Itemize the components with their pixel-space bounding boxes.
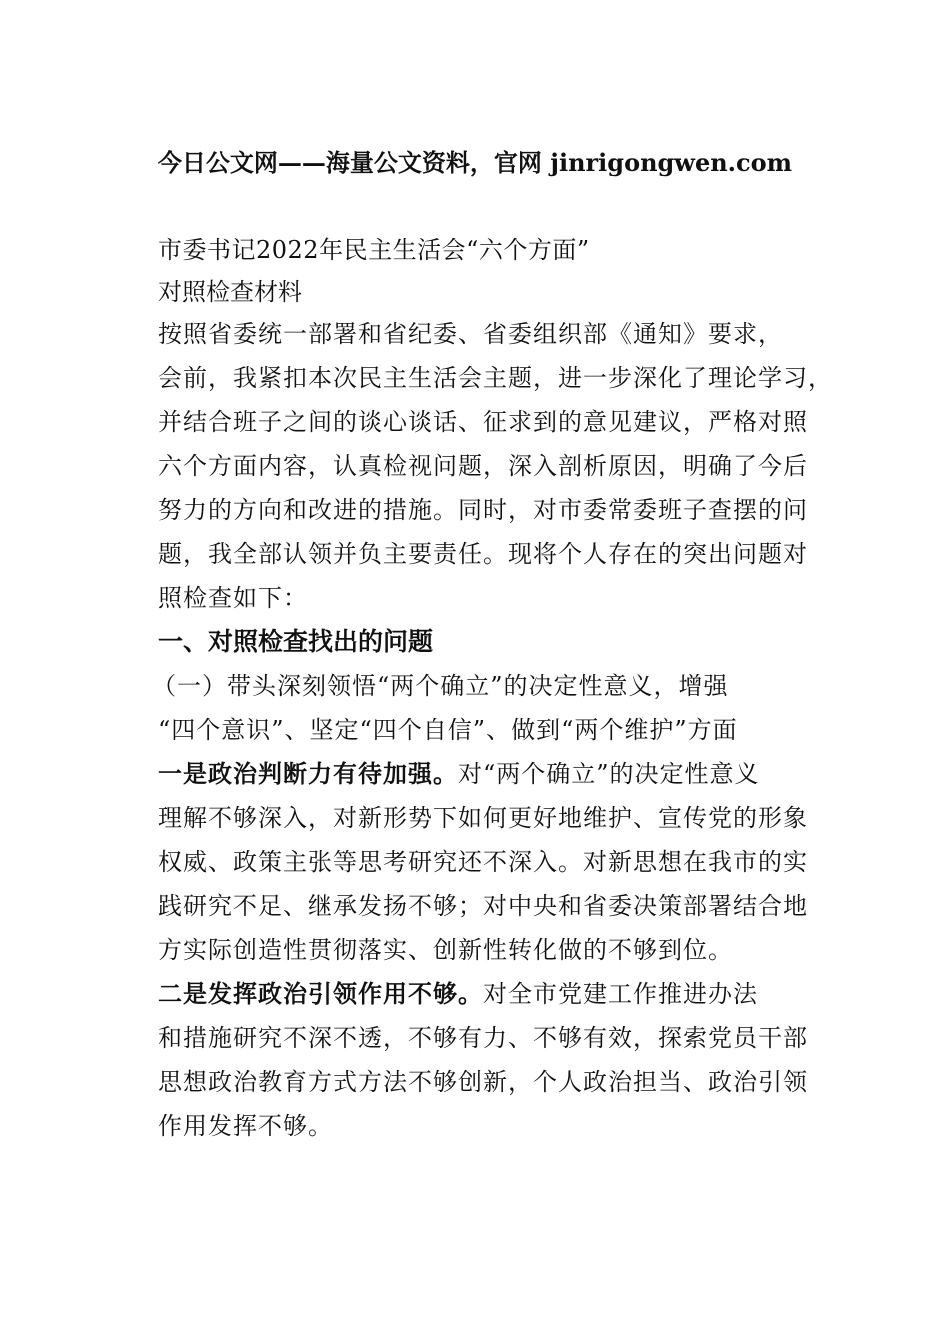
document-body [152,228,848,1148]
intro-line: 题，我全部认领并负主要责任。现将个人存在的突出问题对 [158,540,808,568]
point-1-line: 权威、政策主张等思考研究还不深入。对新思想在我市的实 [158,848,808,876]
intro-line: 努力的方向和改进的措施。同时，对市委常委班子查摆的问 [158,496,808,524]
subsection-heading-line-2: “四个意识”、坚定“四个自信”、做到“两个维护”方面 [158,716,738,744]
intro-line: 按照省委统一部署和省纪委、省委组织部《通知》要求， [158,320,783,348]
point-1-line: 方实际创造性贯彻落实、创新性转化做的不够到位。 [158,936,733,964]
section-heading: 一、对照检查找出的问题 [158,627,434,656]
subsection-heading-line-1: （一）带头深刻领悟“两个确立”的决定性意义，增强 [152,672,729,700]
point-1-lead: 一是政治判断力有待加强。 [158,760,458,788]
document-title-line-2: 对照检查材料 [158,278,302,306]
point-2-line: 思想政治教育方式方法不够创新，个人政治担当、政治引领 [158,1068,808,1096]
point-2-line: 作用发挥不够。 [158,1112,333,1140]
point-1-line: 践研究不足、继承发扬不够；对中央和省委决策部署结合地 [158,892,808,920]
point-1-text: 对“两个确立”的决定性意义 [458,760,760,788]
intro-line: 六个方面内容，认真检视问题，深入剖析原因，明确了今后 [158,452,808,480]
point-1-first-line [158,752,848,796]
document-title-line-1: 市委书记2022年民主生活会“六个方面” [158,236,590,264]
point-2-first-line [158,972,848,1016]
intro-line: 照检查如下： [158,584,308,612]
point-1-line: 理解不够深入，对新形势下如何更好地维护、宣传党的形象 [158,804,808,832]
site-banner: 今日公文网——海量公文资料，官网 jinrigongwen.com [157,148,793,177]
point-2-lead: 二是发挥政治引领作用不够。 [158,980,483,1008]
point-2-line: 和措施研究不深不透，不够有力、不够有效，探索党员干部 [158,1024,808,1052]
point-2-text: 对全市党建工作推进办法 [483,980,758,1008]
intro-line: 会前，我紧扣本次民主生活会主题，进一步深化了理论学习， [158,364,833,392]
intro-line: 并结合班子之间的谈心谈话、征求到的意见建议，严格对照 [158,408,808,436]
